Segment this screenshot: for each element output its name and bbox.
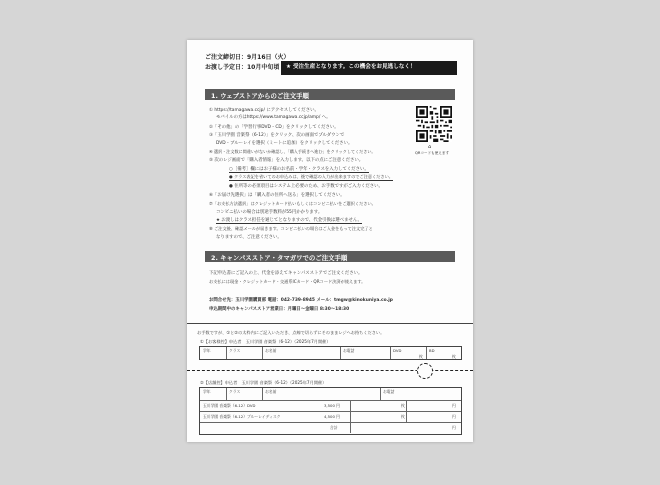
step-line: コンビニ払いの場合は別途手数料が55円かかります。 [216,210,323,215]
store-grade-label: 学年 [203,389,211,394]
step-line: ③「玉川学園 音楽祭（6-12）」をクリック、次の画面でプルダウンで [209,133,345,138]
section1-header [205,89,455,100]
total-row [200,422,461,433]
section2-title: 2. キャンパスストア・タマガワでのご注文手順 [211,254,348,262]
section2-line: 下記申込書にご記入の上、代金を添えてキャンパスストアでご注文ください。 [209,271,363,276]
form-divider [187,323,473,324]
step-line: ① https://tamagawa.ccjp/ にアクセスしてください。 [209,108,319,113]
item-price: 4,500 円 [324,414,340,419]
stub-phone-label: お電話 [343,348,355,353]
delivery-text: お渡し予定日：10月中旬頃 [205,64,280,71]
form-intro: お手数ですが、①と②の太枠内にご記入いただき、点線で切らずにそのままレジへお持ちください。 [197,330,385,335]
stub-title: ①【お客様控】申込者 玉川学園 音楽祭（6-12）（2025年7月開催） [200,339,331,344]
item-name: 玉川学園 音楽祭（6-12）DVD [203,403,256,408]
order-sheet [187,40,473,442]
note-line: ● クラス表記を省いてのお申込みは、後で確認の入力が出来ますのでご注意ください。 [229,174,393,179]
step-line: ②「その他」の「学習行事DVD・CD」をクリックしてください。 [209,125,339,130]
stub-box [199,346,462,360]
note-line: ★ お渡しはクラス担任を通じてとなりますので、代金引換は選べません。 [216,218,362,223]
step-line: ⑧ ご注文後、確認メールが届きます。コンビニ払いの場合はご入金をもって注文完了と [209,226,373,231]
total-yen: 円 [452,425,456,430]
qr-code [416,106,452,142]
step-line: ④ 選択・注文数に間違いがないか確認し、「購入手続きへ進む」をクリックしてください。 [209,149,376,154]
store-phone-label: お電話 [383,389,395,394]
step-line: ⑦「お支払方法選択」はクレジットカード払いもしくはコンビニ払いをご選択ください。 [209,201,376,206]
contact-text: お問合せ先：玉川学園購買部 電話：042-739-8945 メール：tmgw@kinokuniya.co.jp [209,298,393,303]
qr-caption: QRコードも使えます [415,151,450,155]
item-name: 玉川学園 音楽祭（6-12）ブルーレイディスク [203,414,281,419]
step-line: なりますので、ご注意ください。 [216,235,282,240]
banner-text: ★ 受注生産となります。この機会をお見逃しなく！ [286,64,416,70]
store-title: ②【店舗控】申込者 玉川学園 音楽祭（6-12）（2025年7月開催） [200,380,327,385]
section2-line: お支払には現金・クレジットカード・交通系ICカード・QRコード決済が使えます。 [209,279,366,284]
stub-grade-label: 学年 [203,348,211,353]
hours-text: 申込期間中のキャンパスストア営業日：月曜日～金曜日 8:30～18:30 [209,307,350,312]
deadline-text: ご注文締切日：9月16日（火） [205,54,290,61]
stub-name-label: お名前 [265,348,277,353]
note-line: ● 住所等の必須項目はシステム上必要のため、お手数ですがご入力ください。 [229,184,383,189]
item-yen: 円 [452,403,456,408]
stub-dvd-label: DVD [393,348,402,353]
stub-dvd-unit: 枚 [419,354,423,359]
item-yen: 円 [452,414,456,419]
step-line: ⑥「お届け先選択」は「購入者の住所へ送る」を選択してください。 [209,193,345,198]
store-class-label: クラス [229,389,241,394]
item-price: 3,500 円 [324,403,340,408]
store-name-label: お名前 [265,389,277,394]
step-line: DVD・ブルーレイを選択（ミートに追加）をクリックしてください。 [216,141,353,146]
step-line: ⑤ 次のレジ画面で「購入者情報」を入力します。以下の点にご注意ください。 [209,158,364,163]
total-label: 合計 [330,425,338,430]
stub-class-label: クラス [229,348,241,353]
item-unit: 枚 [401,403,405,408]
stub-bd-unit: 枚 [452,354,456,359]
stub-bd-label: BD [429,348,435,353]
item-unit: 枚 [401,414,405,419]
house-icon: ⌂ [428,144,432,150]
banner [281,61,457,75]
cut-circle [417,363,433,379]
store-box [199,387,462,435]
step-line: モバイルの方はhttps://www.tamagawa.ccjp/amp/ へ。 [216,115,331,120]
section1-title: 1. ウェブストアからのご注文手順 [211,92,309,100]
note-line: ○［備考］欄にはお子様のお名前・学年・クラスを入力してください。 [229,167,369,172]
section2-header [205,251,455,262]
